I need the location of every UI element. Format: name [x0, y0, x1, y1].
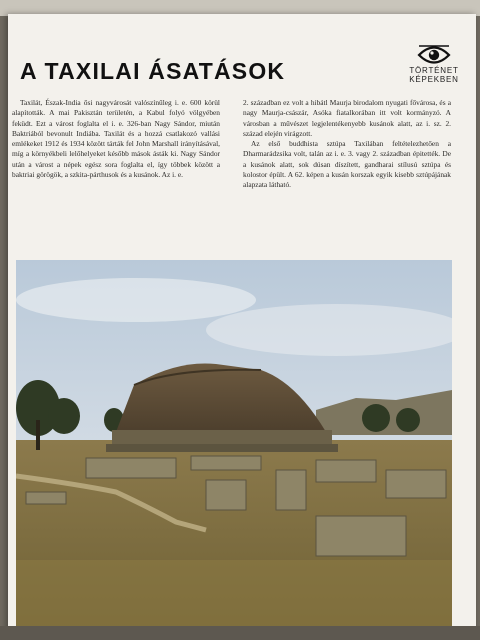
paragraph: Taxilát, Észak-India ősi nagyvárosát valószínűleg i. e. 600 körül alapították. A mai Pakisztán területén, a Kabul folyó völgyében feküdt. Ezt a várost foglalta el i. e. 326-ban Nagy Sándor, miután Baktriából bevonult Indiába. Taxilát és a hozzá csatlakozó vallási emlékeket 1912 és 1934 között tárták fel John Marshall irányításával, míg a környékbeli lelőhelyeket később mások ásták ki. Nagy Sándor után a várost a népek egész sora foglalta el, így többek között a baktriai görögök, a szkita-párthusok és a kusánok. Az i. e.: [12, 98, 220, 180]
article-title: A TAXILAI ÁSATÁSOK: [20, 58, 286, 84]
text-column-left: [12, 98, 220, 180]
text-column-right: [243, 98, 451, 191]
logo-line1: TÖRTÉNET: [409, 66, 459, 75]
series-logo: [404, 44, 464, 84]
book-page: [8, 14, 476, 640]
logo-line2: KÉPEKBEN: [409, 75, 459, 84]
paragraph: Az első buddhista sztúpa Taxilában feltételezhetően a Dharmarádzsika volt, talán az i. e. 3. vagy 2. században épitették. De a kusánok alatt, sok dúsan díszített, gandharai stílusú sztúpa és kolostor épült. A 62. képen a kusán korszak egyik kisebb sztúpájának alapzata látható.: [243, 139, 451, 190]
paragraph: 2. században ez volt a hibátl Maurja birodalom nyugati fővárosa, és a nagy Maurja-császár, Asóka fiatalkorában itt volt kormányzó. A városban a művészet legjelentékenyebb kusánok alatt, az i. sz. 2. század elején virágzott.: [243, 98, 451, 138]
eye-icon: [417, 44, 451, 66]
stupa-ruins-image: [16, 260, 452, 634]
page-bottom-edge: [0, 626, 480, 640]
stupa-photo: [16, 260, 452, 634]
